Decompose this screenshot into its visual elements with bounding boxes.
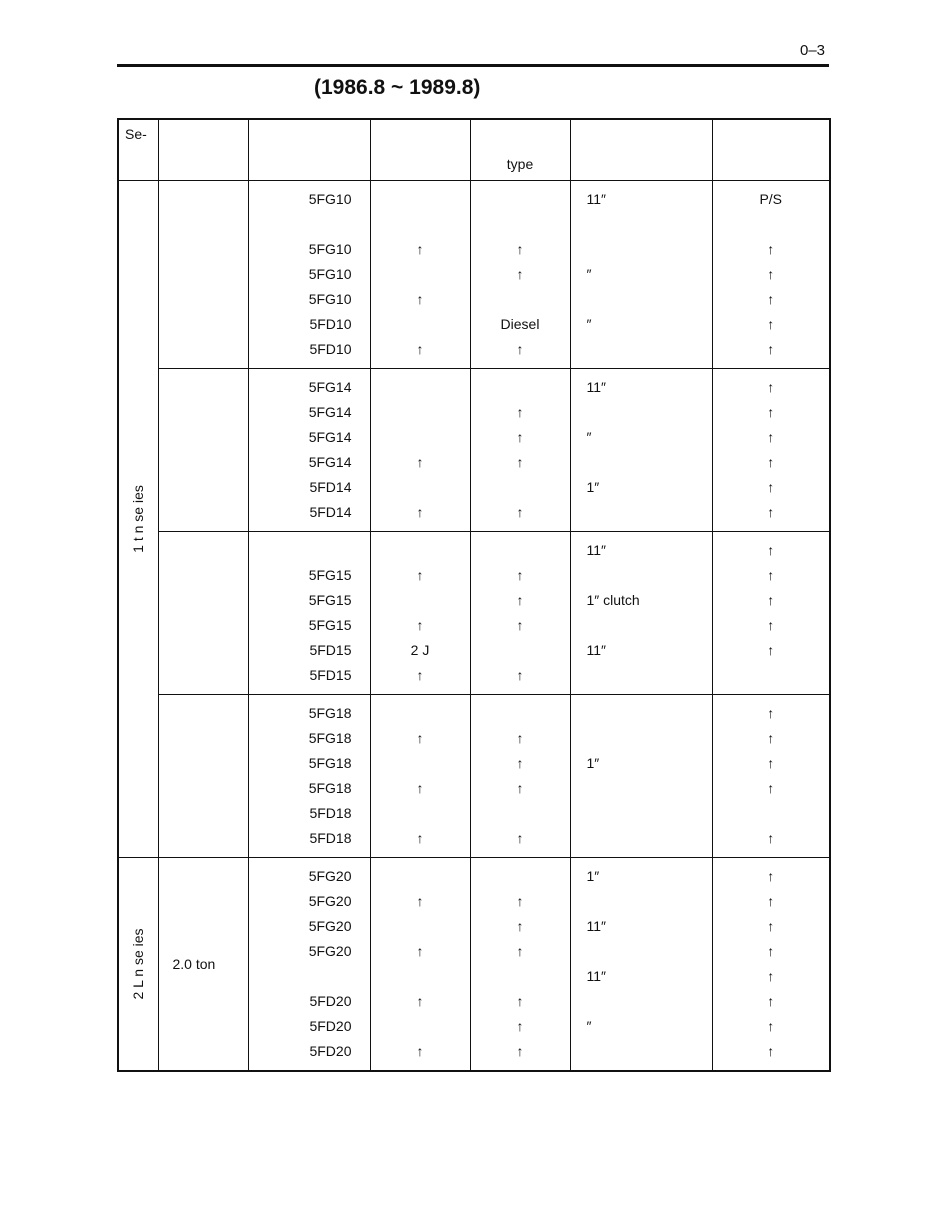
model-code — [249, 212, 370, 237]
cell-value: ↑ — [416, 567, 424, 583]
cell-value — [713, 212, 830, 237]
cell-value — [571, 939, 712, 964]
cell-value: ↑ — [767, 291, 775, 307]
cell-value — [471, 538, 570, 563]
header-col4 — [370, 119, 470, 181]
cell-value: ↑ — [416, 830, 424, 846]
cell-value — [571, 563, 712, 588]
col4-cell — [370, 369, 470, 532]
cell-value: 11″ — [586, 379, 606, 395]
cell-value: ↑ — [767, 429, 775, 445]
model-code: 5FG20 — [308, 868, 352, 884]
cell-value — [371, 701, 470, 726]
cell-value — [371, 262, 470, 287]
cell-value: ↑ — [767, 316, 775, 332]
capacity-cell: 2.0 ton — [158, 858, 248, 1072]
cell-value — [571, 701, 712, 726]
cell-value — [571, 889, 712, 914]
col4-cell — [370, 181, 470, 369]
cell-value: ↑ — [767, 479, 775, 495]
cell-value — [571, 450, 712, 475]
series-label: 1 t n se ies — [130, 485, 147, 553]
model-code: 5FG10 — [308, 241, 352, 257]
cell-value: ↑ — [416, 454, 424, 470]
cell-value: ↑ — [516, 617, 524, 633]
col5-cell — [470, 695, 570, 858]
col7-cell — [712, 695, 830, 858]
col6-cell — [570, 532, 712, 695]
cell-value: ↑ — [416, 1043, 424, 1059]
model-code: 5FG20 — [308, 918, 352, 934]
model-code: 5FG20 — [308, 943, 352, 959]
table-row-block — [118, 695, 830, 858]
model-code: 5FG18 — [308, 780, 352, 796]
cell-value: ↑ — [767, 968, 775, 984]
cell-value — [371, 964, 470, 989]
table-row-block — [118, 532, 830, 695]
cell-value: ↑ — [416, 667, 424, 683]
model-code: 5FD14 — [309, 479, 352, 495]
col4-cell — [370, 858, 470, 1072]
cell-value — [571, 400, 712, 425]
cell-value: ↑ — [767, 567, 775, 583]
cell-value: ↑ — [767, 868, 775, 884]
cell-value — [471, 212, 570, 237]
cell-value — [371, 212, 470, 237]
cell-value: Diesel — [500, 316, 540, 332]
cell-value — [471, 964, 570, 989]
cell-value — [371, 914, 470, 939]
header-model — [248, 119, 370, 181]
model-code: 5FG20 — [308, 893, 352, 909]
cell-value: ↑ — [516, 504, 524, 520]
cell-value: 11″ — [586, 968, 606, 984]
cell-value: ↑ — [516, 404, 524, 420]
model-code: 5FD18 — [309, 830, 352, 846]
cell-value: ↑ — [416, 617, 424, 633]
model-code: 5FG15 — [308, 617, 352, 633]
model-code: 5FD15 — [309, 667, 352, 683]
col6-cell — [570, 181, 712, 369]
cell-value — [571, 776, 712, 801]
model-code: 5FG15 — [308, 592, 352, 608]
cell-value: ↑ — [767, 893, 775, 909]
cell-value: 11″ — [586, 542, 606, 558]
col7-cell — [712, 181, 830, 369]
cell-value: ″ — [586, 1018, 592, 1034]
cell-value — [471, 638, 570, 663]
model-code: 5FD20 — [309, 1018, 352, 1034]
cell-value — [471, 701, 570, 726]
cell-value: ↑ — [416, 341, 424, 357]
cell-value: 1″ — [586, 868, 600, 884]
cell-value: ↑ — [416, 241, 424, 257]
model-code — [249, 964, 370, 989]
cell-value: ↑ — [516, 241, 524, 257]
model-code: 5FG14 — [308, 404, 352, 420]
capacity-cell — [158, 369, 248, 532]
cell-value: ↑ — [767, 943, 775, 959]
page-title: (1986.8 ~ 1989.8) — [314, 76, 481, 99]
cell-value — [471, 801, 570, 826]
col6-cell — [570, 695, 712, 858]
model-code: 5FG10 — [308, 191, 352, 207]
model-code: 5FD10 — [309, 316, 352, 332]
col4-cell — [370, 532, 470, 695]
cell-value: ″ — [586, 316, 592, 332]
model-code: 5FG18 — [308, 755, 352, 771]
col5-cell — [470, 369, 570, 532]
cell-value: ↑ — [516, 454, 524, 470]
cell-value: ↑ — [416, 504, 424, 520]
cell-value: ↑ — [516, 266, 524, 282]
cell-value: ↑ — [516, 429, 524, 445]
model-code: 5FD18 — [309, 805, 352, 821]
col6-cell — [570, 369, 712, 532]
cell-value: 1″ — [586, 479, 600, 495]
cell-value: ↑ — [767, 755, 775, 771]
cell-value: ↑ — [416, 893, 424, 909]
cell-value: 2 J — [410, 642, 430, 658]
cell-value — [371, 187, 470, 212]
cell-value: ↑ — [516, 830, 524, 846]
cell-value — [571, 726, 712, 751]
col5-cell — [470, 532, 570, 695]
cell-value — [371, 475, 470, 500]
cell-value: ↑ — [767, 1043, 775, 1059]
cell-value: ↑ — [516, 918, 524, 934]
models-cell — [248, 695, 370, 858]
cell-value — [571, 989, 712, 1014]
cell-value — [471, 864, 570, 889]
cell-value: ↑ — [516, 993, 524, 1009]
cell-value: ↑ — [767, 730, 775, 746]
cell-value: ″ — [586, 266, 592, 282]
cell-value: ″ — [586, 429, 592, 445]
cell-value: ↑ — [767, 918, 775, 934]
series-label: 2 L n se ies — [130, 928, 147, 1000]
cell-value: ↑ — [767, 504, 775, 520]
cell-value: ↑ — [516, 1018, 524, 1034]
capacity-cell — [158, 695, 248, 858]
cell-value — [571, 500, 712, 525]
cell-value: ↑ — [767, 266, 775, 282]
cell-value: ↑ — [767, 341, 775, 357]
models-cell — [248, 532, 370, 695]
cell-value — [571, 237, 712, 262]
cell-value — [571, 212, 712, 237]
model-code: 5FG10 — [308, 266, 352, 282]
cell-value — [571, 287, 712, 312]
model-code: 5FD14 — [309, 504, 352, 520]
capacity-cell — [158, 181, 248, 369]
model-code: 5FD20 — [309, 1043, 352, 1059]
cell-value: 11″ — [586, 918, 606, 934]
col6-cell — [570, 858, 712, 1072]
cell-value: ↑ — [767, 379, 775, 395]
cell-value — [713, 663, 830, 688]
cell-value — [471, 287, 570, 312]
model-code: 5FG18 — [308, 705, 352, 721]
models-cell — [248, 369, 370, 532]
cell-value: ↑ — [516, 592, 524, 608]
header-type: type — [470, 119, 570, 181]
model-code: 5FG14 — [308, 379, 352, 395]
table-header-row — [118, 119, 830, 181]
page-number: 0–3 — [800, 42, 826, 59]
cell-value: ↑ — [416, 780, 424, 796]
cell-value — [371, 538, 470, 563]
cell-value — [371, 400, 470, 425]
cell-value — [571, 613, 712, 638]
cell-value — [571, 663, 712, 688]
cell-value: ↑ — [516, 667, 524, 683]
cell-value: 1″ — [586, 755, 600, 771]
cell-value: 11″ — [586, 191, 606, 207]
cell-value — [371, 801, 470, 826]
cell-value — [713, 801, 830, 826]
cell-value: ↑ — [516, 341, 524, 357]
table-row-block — [118, 858, 830, 1072]
col5-cell — [470, 181, 570, 369]
cell-value: ↑ — [767, 542, 775, 558]
cell-value — [471, 475, 570, 500]
cell-value: ↑ — [767, 617, 775, 633]
cell-value: ↑ — [767, 642, 775, 658]
cell-value: ↑ — [767, 592, 775, 608]
cell-value: 11″ — [586, 642, 606, 658]
cell-value — [371, 751, 470, 776]
models-cell — [248, 181, 370, 369]
model-code: 5FG14 — [308, 429, 352, 445]
table-row-block — [118, 369, 830, 532]
col7-cell — [712, 858, 830, 1072]
cell-value — [471, 375, 570, 400]
cell-value — [371, 864, 470, 889]
models-cell — [248, 858, 370, 1072]
cell-value: ↑ — [416, 730, 424, 746]
model-code: 5FD15 — [309, 642, 352, 658]
cell-value: ↑ — [767, 830, 775, 846]
cell-value: ↑ — [516, 893, 524, 909]
cell-value: P/S — [759, 191, 783, 207]
cell-value: ↑ — [767, 241, 775, 257]
model-code — [249, 538, 370, 563]
table-row-block — [118, 181, 830, 369]
cell-value — [371, 375, 470, 400]
cell-value — [371, 312, 470, 337]
col5-cell — [470, 858, 570, 1072]
capacity-cell — [158, 532, 248, 695]
cell-value: ↑ — [416, 291, 424, 307]
cell-value: ↑ — [516, 567, 524, 583]
model-code: 5FD20 — [309, 993, 352, 1009]
header-capacity — [158, 119, 248, 181]
col4-cell — [370, 695, 470, 858]
cell-value — [371, 1014, 470, 1039]
header-series: Se- — [118, 119, 158, 181]
cell-value: ↑ — [516, 755, 524, 771]
cell-value: ↑ — [767, 1018, 775, 1034]
cell-value: ↑ — [416, 993, 424, 1009]
series-cell — [118, 181, 158, 858]
series-cell — [118, 858, 158, 1072]
cell-value: ↑ — [767, 404, 775, 420]
model-code: 5FD10 — [309, 341, 352, 357]
cell-value: ↑ — [767, 993, 775, 1009]
cell-value: ↑ — [416, 943, 424, 959]
model-code: 5FG15 — [308, 567, 352, 583]
cell-value — [471, 187, 570, 212]
cell-value: ↑ — [516, 943, 524, 959]
cell-value — [571, 801, 712, 826]
header-col7 — [712, 119, 830, 181]
model-code: 5FG14 — [308, 454, 352, 470]
model-code: 5FG18 — [308, 730, 352, 746]
cell-value: ↑ — [516, 730, 524, 746]
col7-cell — [712, 369, 830, 532]
cell-value: ↑ — [516, 780, 524, 796]
cell-value: 1″ clutch — [586, 592, 640, 608]
cell-value: ↑ — [767, 454, 775, 470]
cell-value — [571, 337, 712, 362]
cell-value — [371, 588, 470, 613]
cell-value — [571, 826, 712, 851]
cell-value — [571, 1039, 712, 1064]
model-code: 5FG10 — [308, 291, 352, 307]
cell-value: ↑ — [767, 705, 775, 721]
cell-value: ↑ — [767, 780, 775, 796]
col7-cell — [712, 532, 830, 695]
model-table — [117, 118, 831, 1072]
header-col6 — [570, 119, 712, 181]
cell-value — [371, 425, 470, 450]
header-rule — [117, 64, 829, 67]
cell-value: ↑ — [516, 1043, 524, 1059]
